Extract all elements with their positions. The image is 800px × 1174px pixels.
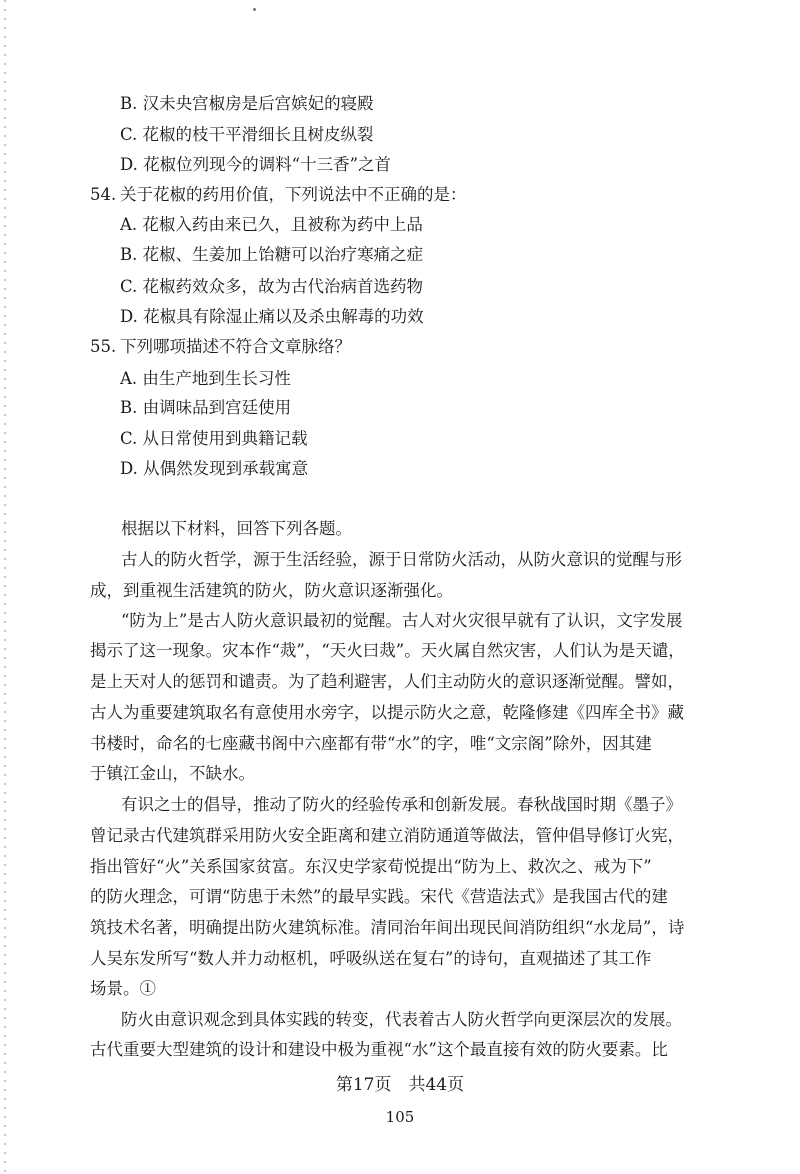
q55-option-a: A. 由生产地到生长习性 [120, 369, 291, 388]
q53-option-c: C. 花椒的枝干平滑细长且树皮纵裂 [120, 125, 374, 144]
passage-line: 古人的防火哲学，源于生活经验，源于日常防火活动，从防火意识的觉醒与形 [121, 550, 682, 569]
material-intro: 根据以下材料，回答下列各题。 [121, 519, 352, 538]
q55-option-d: D. 从偶然发现到承载寓意 [120, 459, 309, 478]
passage-line: 防火由意识观念到具体实践的转变，代表着古人防火哲学向更深层次的发展。 [121, 1010, 682, 1029]
passage-line: 于镇江金山，不缺水。 [90, 764, 255, 783]
q54-option-c: C. 花椒药效众多，故为古代治病首选药物 [120, 277, 424, 296]
passage-line: 曾记录古代建筑群采用防火安全距离和建立消防通道等做法，管仲倡导修订火宪， [90, 826, 684, 845]
passage-line: 有识之士的倡导，推动了防火的经验传承和创新发展。春秋战国时期《墨子》 [121, 795, 682, 814]
passage-line: 指出管好“火”关系国家贫富。东汉史学家荀悦提出“防为上、救次之、戒为下” [90, 857, 652, 876]
passage-line: “防为上”是古人防火意识最初的觉醒。古人对火灾很早就有了认识，文字发展 [121, 611, 683, 630]
passage-line: 揭示了这一现象。灾本作“烖”，“天火曰烖”。天火属自然灾害，人们认为是天谴， [90, 641, 685, 660]
q53-option-d: D. 花椒位列现今的调料“十三香”之首 [120, 155, 392, 174]
passage-line: 书楼时，命名的七座藏书阁中六座都有带“水”的字，唯“文宗阁”除外，因其建 [90, 734, 652, 753]
passage-line: 的防火理念，可谓“防患于未然”的最早实践。宋代《营造法式》是我国古代的建 [90, 887, 668, 906]
passage-line: 人吴东发所写“数人并力动枢机，呼吸纵送在复右”的诗句，直观描述了其工作 [90, 949, 652, 968]
q55-option-b: B. 由调味品到宫廷使用 [120, 398, 292, 417]
q54-option-b: B. 花椒、生姜加上饴糖可以治疗寒痛之症 [120, 245, 424, 264]
passage-line: 是上天对人的惩罚和谴责。为了趋利避害，人们主动防火的意识逐渐觉醒。譬如， [90, 672, 684, 691]
passage-line: 筑技术名著，明确提出防火建筑标准。清同治年间出现民间消防组织“水龙局”，诗 [90, 918, 685, 937]
binding-edge-dots [4, 0, 6, 1174]
passage-line: 古代重要大型建筑的设计和建设中极为重视“水”这个最直接有效的防火要素。比 [90, 1040, 668, 1059]
q54-option-a: A. 花椒入药由来已久，且被称为药中上品 [120, 215, 423, 234]
scan-speck [253, 8, 256, 11]
q55-stem-line [90, 337, 351, 357]
page-indicator: 第17页 共44页 [335, 1075, 465, 1095]
q54-option-d: D. 花椒具有除湿止痛以及杀虫解毒的功效 [120, 307, 424, 326]
q55-option-c: C. 从日常使用到典籍记载 [120, 429, 308, 448]
q53-option-b: B. 汉未央宫椒房是后宫嫔妃的寝殿 [120, 94, 374, 113]
q54-stem: 关于花椒的药用价值，下列说法中不正确的是： [120, 185, 467, 204]
page-number: 105 [385, 1108, 415, 1126]
q55-stem: 下列哪项描述不符合文章脉络？ [120, 337, 351, 356]
q54-number: 54. [90, 185, 117, 204]
passage-line: 场景。① [90, 979, 156, 998]
passage-line: 成，到重视生活建筑的防火，防火意识逐渐强化。 [90, 581, 453, 600]
q55-number: 55. [90, 337, 117, 356]
passage-line: 古人为重要建筑取名有意使用水旁字，以提示防火之意，乾隆修建《四库全书》藏 [90, 703, 684, 722]
q54-stem-line [90, 185, 467, 205]
